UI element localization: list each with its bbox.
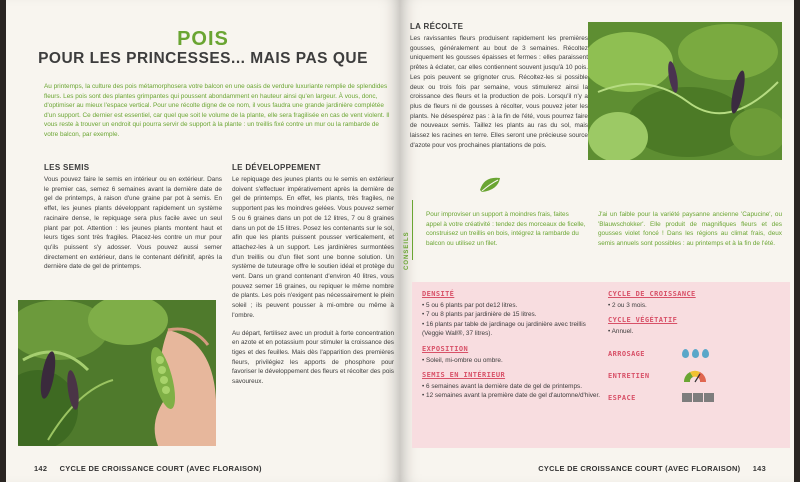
cycle-vegetatif-label: CYCLE VÉGÉTATIF [608, 316, 678, 325]
cycle-vegetatif-item: • Annuel. [608, 328, 634, 336]
page-number-right: 143 [752, 464, 766, 473]
info-card-left-column [422, 290, 602, 407]
pea-plant-photo [588, 22, 782, 160]
semis-interieur-label: SEMIS EN INTÉRIEUR [422, 371, 506, 380]
entretien-row [608, 365, 784, 387]
arrosage-row [608, 343, 784, 365]
densite-item: • 5 ou 6 plants par pot de12 litres. [422, 302, 518, 309]
densite-label: DENSITÉ [422, 290, 455, 298]
development-section [232, 163, 394, 387]
development-heading: LE DÉVELOPPEMENT [232, 163, 321, 172]
densite-block [422, 290, 602, 339]
semis-interieur-block [422, 371, 602, 401]
espace-label: ESPACE [608, 393, 636, 402]
exposition-label: EXPOSITION [422, 344, 469, 353]
semis-heading: LES SEMIS [44, 163, 90, 172]
entretien-label: ENTRETIEN [608, 371, 650, 380]
left-page [6, 0, 400, 482]
page-title: POIS [177, 28, 229, 50]
development-text-1: Le repiquage des jeunes plants ou le semis en extérieur doivent s'effectuer impérativement après la dernière de gel de printemps. En effet, les plants, très fragiles, ne supportent pas les moindres gelées. Vous pouvez semer 5 ou 6 graines dans un pot de 12 litres, 7 ou 8 graines dans un pot de 15 litres. Posez les contenants sur le sol, afin que les plants puissent pousser verticalement, et attachez-les à un support. Les jardinières surmontées d'un treillis ou d'un filet sont une bonne solution. Un système de tuteurage offre le soutien idéal et protège du vent. Dans un grand contenant d'environ 40 litres, vous pouvez semer 16 graines, ou repiquer le même nombre de plants. Les pois n'exigent pas nécessairement le plein soleil ; ils peuvent pousser à mi-ombre ou même à l'ombre. [232, 176, 394, 319]
right-footer-text: CYCLE DE CROISSANCE COURT (AVEC FLORAISON) [538, 464, 741, 473]
cycle-label: CYCLE DE CROISSANCE [608, 290, 696, 298]
conseils-label: CONSEILS [404, 231, 410, 270]
page-subtitle: POUR LES PRINCESSES... MAIS PAS QUE [38, 50, 368, 67]
info-card [412, 282, 790, 448]
development-text-2: Au départ, fertilisez avec un produit à forte concentration en azote et en potassium pour stimuler la croissance des tiges et des feuilles. Mais dès l'apparition des premières fleurs, privilégiez les apports de phosphore pour favoriser le développement des fleurs et récolter des pois savoureux. [232, 329, 394, 386]
tip-variety: J'ai un faible pour la variété paysanne ancienne 'Capucine', ou 'Blauwschokker'. Elle produit de magnifiques fleurs et des gousses violet foncé ! Dans les régions au climat frais, deux semis annuels sont possibles : au printemps et à la fin de l'été. [598, 211, 782, 248]
right-footer [538, 464, 766, 473]
right-page [400, 0, 794, 482]
recolte-section [410, 22, 588, 150]
semis-section [44, 163, 222, 272]
conseils-divider [412, 200, 413, 260]
semis-item: • 6 semaines avant la dernière date de gel de printemps. [422, 383, 582, 391]
arrosage-label: ARROSAGE [608, 349, 645, 358]
space-blocks-icon [682, 393, 714, 402]
water-drops-icon [682, 349, 709, 358]
pea-pod-hand-photo [18, 300, 216, 446]
densite-item: • 16 plants par table de jardinage ou jardinière avec treillis (Veggie Wall®, 37 litres). [422, 320, 586, 338]
intro-paragraph: Au printemps, la culture des pois métamorphosera votre balcon en une oasis de verdure luxuriante remplie de splendides fleurs. Les pois sont des plantes grimpantes qui poussent abondamment en hauteur ainsi qu'en largeur. À vous, donc, d'optimiser au mieux l'espace vertical. Pour une récolte digne de ce nom, il vous faudra une grande jardinière complétée d'un support. Ce dernier est essentiel, car quel que soit le volume de la plante, elle sera fragilisée en cas de vent violent. Il vous reste à trouver un endroit qui pourra servir de support à la plante : un treillis fixé contre un mur ou la rambarde de votre balcon, par exemple. [44, 83, 390, 138]
recolte-heading: LA RÉCOLTE [410, 22, 464, 31]
semis-text: Vous pouvez faire le semis en intérieur ou en extérieur. Dans le premier cas, semez 6 semaines avant la dernière date de gel de printemps, à raison d'une graine par pot à semis. En effet, les jeunes plants développant rapidement un système racinaire dense, le repiquage sera plus facile avec un seul plant par pot. Attention : les jeunes plants montent haut et leurs tiges sont très fragiles. Placez-les contre un mur pour qu'ils puissent s'y adosser. Vous pouvez aussi semer directement en extérieur, dans le contenant définitif, après la dernière date de gel de printemps. [44, 176, 222, 271]
maintenance-gauge-icon [682, 368, 708, 384]
densite-item: • 7 ou 8 plants par jardinière de 15 litres. [422, 311, 537, 319]
cycle-block [608, 290, 784, 310]
exposition-item: • Soleil, mi-ombre ou ombre. [422, 356, 503, 364]
left-footer [34, 464, 262, 473]
semis-item: • 12 semaines avant la première date de gel d'automne/d'hiver. [422, 392, 601, 400]
cycle-vegetatif-block [608, 316, 784, 336]
left-footer-text: CYCLE DE CROISSANCE COURT (AVEC FLORAISON) [59, 464, 262, 473]
info-card-right-column [608, 290, 784, 409]
tip-support: Pour improviser un support à moindres frais, faites appel à votre créativité : tendez des morceaux de ficelle, construisez un treillis en bois, intégrez la rambarde du balcon ou utilisez un filet. [426, 211, 586, 248]
leaf-icon [478, 174, 504, 194]
recolte-text: Les ravissantes fleurs produisent rapidement les premières gousses, généralement au bout de 3 semaines. Récoltez uniquement les gousses épaisses et fermes : elles paraissent prêtes à éclater, car elles contiennent souvent jusqu'à 10 pois. Les pois peuvent se grignoter crus. Récoltez-les si possible deux ou trois fois par semaine, vous stimulerez ainsi la croissance des fleurs et la production de pois. Lorsqu'il n'y a plus de fleurs ni de gousses à récolter, vous pouvez jeter les plants. Ne désespérez pas : à la fin de l'été, vous pourrez faire de nouveaux semis. Taillez les plants au ras du sol, mais laissez les racines en terre. Elles seront une précieuse source d'azote pour vos prochaines plantations de pois. [410, 35, 588, 149]
page-number-left: 142 [34, 464, 48, 473]
espace-row [608, 387, 784, 409]
exposition-block [422, 345, 602, 365]
cycle-item: • 2 ou 3 mois. [608, 302, 647, 309]
